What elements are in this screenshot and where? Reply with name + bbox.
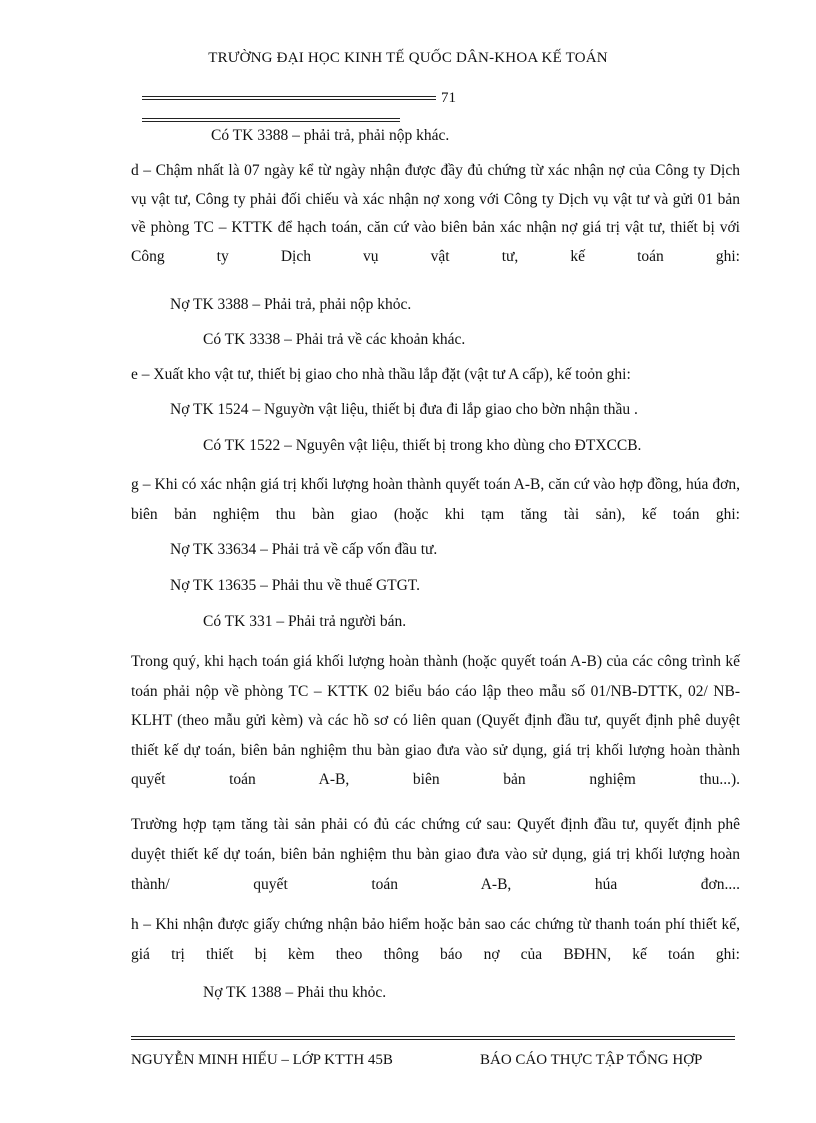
paragraph-h: h – Khi nhận được giấy chứng nhận bảo hiểm hoặc bản sao các chứng từ thanh toán phí thiết kế, giá trị thiết bị kèm theo thông báo nợ của BĐHN, kế toán ghi:: [131, 916, 740, 963]
paragraph-d: d – Chậm nhất là 07 ngày kể từ ngày nhận được đầy đủ chứng từ xác nhận nợ của Công ty Dịch vụ vật tư, Công ty phải đối chiếu và xác nhận nợ xong với Công ty Dịch vụ vật tư và gửi 01 bản về phòng TC – KTTK để hạch toán, căn cứ vào biên bản xác nhận nợ giá trị vật tư, thiết bị với Công ty Dịch vụ vật tư, kế toán ghi:: [131, 162, 740, 265]
entry-line: Có TK 1522 – Nguyên vật liệu, thiết bị trong kho dùng cho ĐTXCCB.: [203, 437, 642, 454]
page-number: 71: [441, 90, 456, 106]
entry-line: e – Xuất kho vật tư, thiết bị giao cho nhà thầu lắp đặt (vật tư A cấp), kế toỏn ghi:: [131, 366, 631, 383]
entry-line: Có TK 3338 – Phải trả về các khoản khác.: [203, 331, 466, 348]
paragraph-temporary-increase: Trường hợp tạm tăng tài sản phải có đủ các chứng cứ sau: Quyết định đầu tư, quyết định phê duyệt thiết kế dự toán, biên bản nghiệm thu bàn giao đưa vào sử dụng, giá trị khối lượng hoàn thành/ quyết toán A-B, húa đơn....: [131, 816, 740, 893]
entry-line: Nợ TK 1388 – Phải thu khỏc.: [203, 984, 387, 1001]
entry-line: Nợ TK 13635 – Phải thu về thuế GTGT.: [170, 577, 420, 594]
entry-line: Có TK 331 – Phải trả người bán.: [203, 613, 407, 630]
entry-line: Có TK 3388 – phải trả, phải nộp khác.: [211, 127, 450, 144]
paragraph-g: g – Khi có xác nhận giá trị khối lượng hoàn thành quyết toán A-B, căn cứ vào hợp đồng, húa đơn, biên bản nghiệm thu bàn giao (hoặc khi tạm tăng tài sản), kế toán ghi:: [131, 476, 740, 523]
entry-line: Nợ TK 1524 – Nguyờn vật liệu, thiết bị đưa đi lắp giao cho bờn nhận thầu .: [170, 401, 638, 418]
footer-report-title: BÁO CÁO THỰC TẬP TỔNG HỢP: [480, 1052, 703, 1068]
entry-line: Nợ TK 33634 – Phải trả về cấp vốn đầu tư.: [170, 541, 438, 558]
footer-author: NGUYỄN MINH HIẾU – LỚP KTTH 45B: [131, 1052, 393, 1068]
header-rule-top: [142, 96, 436, 100]
page-header-title: TRƯỜNG ĐẠI HỌC KINH TẾ QUỐC DÂN-KHOA KẾ TOÁN: [208, 50, 608, 66]
entry-line: Nợ TK 3388 – Phải trả, phải nộp khỏc.: [170, 296, 412, 313]
header-rule-bottom: [142, 118, 400, 122]
paragraph-quarter: Trong quý, khi hạch toán giá khối lượng hoàn thành (hoặc quyết toán A-B) của các công trình kế toán phải nộp về phòng TC – KTTK 02 biểu báo cáo lập theo mẫu số 01/NB-DTTK, 02/ NB-KLHT (theo mẫu gửi kèm) và các hồ sơ có liên quan (Quyết định đầu tư, quyết định phê duyệt thiết kế dự toán, biên bản nghiệm thu bàn giao đưa vào sử dụng, giá trị khối lượng hoàn thành quyết toán A-B, biên bản nghiệm thu...).: [131, 653, 740, 788]
footer-rule: [131, 1036, 735, 1040]
